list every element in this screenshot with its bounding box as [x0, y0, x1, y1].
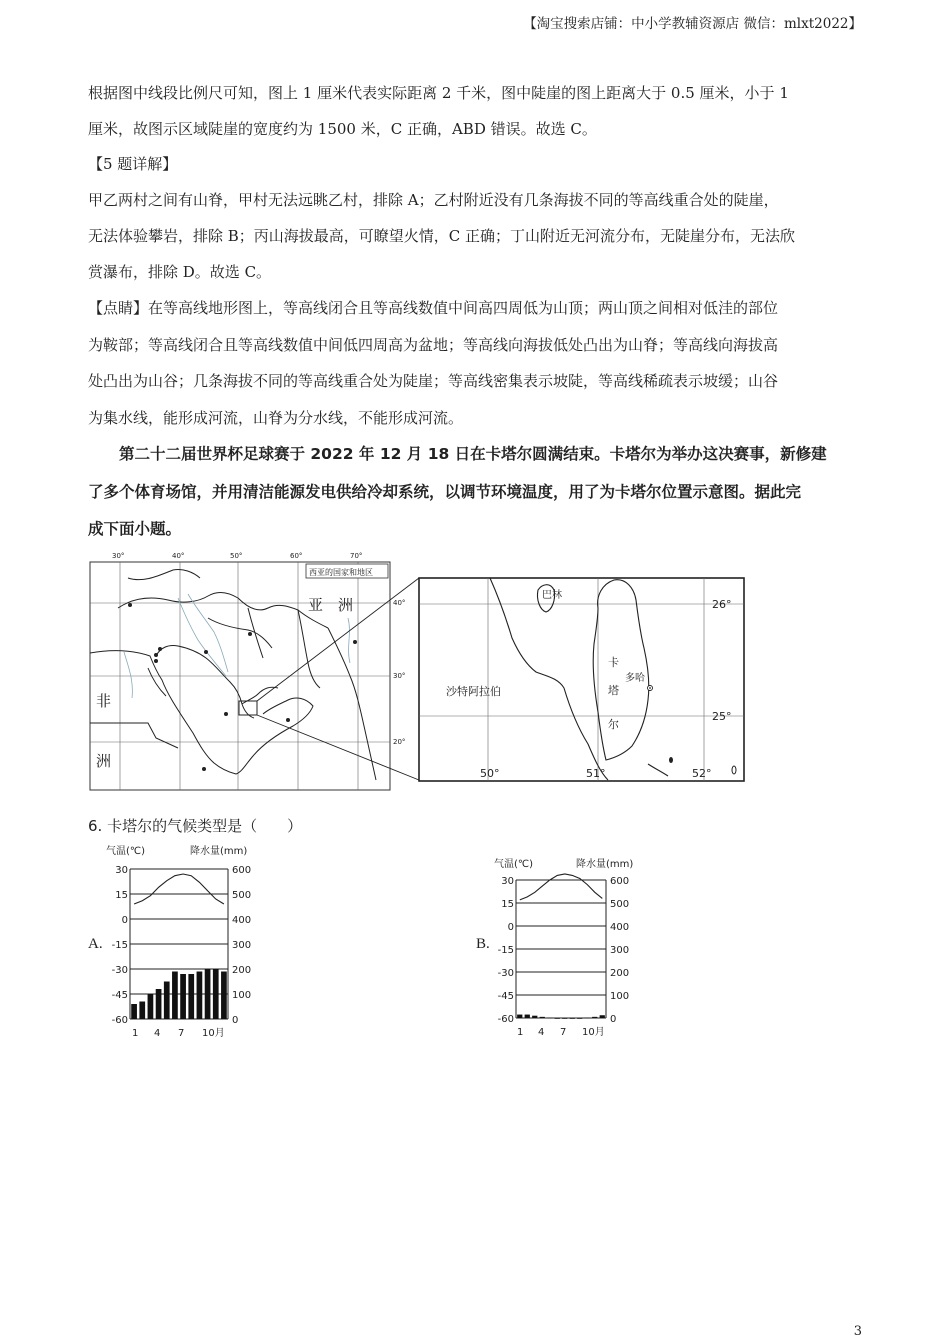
label-bahrain: 巴林: [542, 590, 562, 601]
precip-bar: [577, 1018, 582, 1019]
lon-label: 70°: [350, 552, 363, 560]
precip-bar: [555, 1018, 560, 1019]
precip-bar: [547, 1018, 552, 1019]
label-africa: 洲: [96, 752, 112, 770]
temp-tick: -15: [497, 945, 514, 956]
text-line: 为集水线，能形成河流，山脊为分水线，不能形成河流。: [88, 409, 464, 427]
temp-tick: 15: [501, 899, 514, 910]
precip-bar: [525, 1015, 530, 1018]
temp-tick: -30: [497, 968, 514, 979]
precip-bar: [600, 1015, 605, 1018]
lon-label: 52°: [692, 767, 712, 780]
precip-axis-label: 降水量(mm): [576, 859, 634, 870]
text-line: 【5 题详解】: [88, 155, 178, 173]
lon-label: 30°: [112, 552, 125, 560]
island-mark: [669, 757, 673, 763]
temp-tick: 30: [115, 865, 128, 876]
temp-axis-label: 气温(℃): [106, 846, 146, 857]
temp-tick: -45: [497, 991, 514, 1002]
map-legend-title: 西亚的国家和地区: [309, 568, 373, 577]
text-line: 为鞍部；等高线闭合且等高线数值中间低四周高为盆地；等高线向海拔低处凸出为山脊；等高线向海拔高: [88, 336, 779, 354]
lat-label: 40°: [393, 599, 406, 607]
precip-bar: [570, 1018, 575, 1019]
temperature-line: [520, 874, 603, 900]
text-line: 【点睛】在等高线地形图上，等高线闭合且等高线数值中间高四周低为山顶；两山顶之间相对低洼的部位: [88, 299, 779, 317]
label-doha: 多哈: [625, 673, 645, 684]
option-b-label[interactable]: B.: [476, 936, 490, 952]
label-asia: 亚 洲: [308, 596, 354, 614]
temp-tick: 0: [121, 915, 128, 926]
precip-tick: 600: [232, 865, 252, 876]
precip-bar: [180, 974, 186, 1019]
text-line: 处凸出为山谷；几条海拔不同的等高线重合处为陡崖；等高线密集表示坡陡，等高线稀疏表示坡缓；山谷: [88, 372, 779, 390]
precip-bar: [562, 1018, 567, 1019]
lat-label: 20°: [393, 738, 406, 746]
precip-bar: [517, 1015, 522, 1018]
temp-tick: -30: [111, 965, 128, 976]
lon-label: 51°: [586, 767, 606, 780]
temp-tick: 30: [501, 876, 514, 887]
precip-bar: [139, 1002, 145, 1020]
label-saudi: 沙特阿拉伯: [446, 685, 501, 698]
precip-bar: [131, 1004, 137, 1019]
month-tick: 7: [560, 1027, 567, 1038]
climate-chart-a[interactable]: [102, 840, 274, 1045]
month-tick: 4: [538, 1027, 545, 1038]
temp-tick: 0: [507, 922, 514, 933]
qatar-map-frame: [419, 578, 744, 781]
stem-line: 了多个体育场馆，并用清洁能源发电供给冷却系统，以调节环境温度，用了为卡塔尔位置示意图。据此完: [88, 483, 802, 501]
precip-bar: [197, 972, 203, 1020]
precip-tick: 100: [232, 990, 252, 1001]
precip-bar: [585, 1018, 590, 1019]
temp-tick: 15: [115, 890, 128, 901]
month-tick: 1: [517, 1027, 524, 1038]
text-line: 根据图中线段比例尺可知，图上 1 厘米代表实际距离 2 千米，图中陡崖的图上距离大于 0.5 厘米，小于 1: [88, 84, 789, 102]
precip-bar: [221, 972, 227, 1020]
stem-line: 成下面小题。: [88, 520, 182, 538]
lon-label: 50°: [230, 552, 243, 560]
temp-axis-label: 气温(℃): [494, 859, 534, 870]
month-tick: 4: [154, 1028, 161, 1039]
precip-tick: 500: [232, 890, 252, 901]
plot-area: [516, 874, 606, 1019]
temperature-line: [134, 874, 224, 904]
precip-bar: [156, 989, 162, 1019]
month-tick: 1: [132, 1028, 139, 1039]
precip-bar: [148, 994, 154, 1019]
label-qatar: 尔: [608, 718, 619, 731]
precip-tick: 600: [610, 876, 630, 887]
precip-tick: 100: [610, 991, 630, 1002]
precip-tick: 0: [610, 1014, 617, 1025]
temp-tick: -45: [111, 990, 128, 1001]
lon-label: 40°: [172, 552, 185, 560]
text-line: 厘米，故图示区域陡崖的宽度约为 1500 米，C 正确，ABD 错误。故选 C。: [88, 120, 597, 138]
precip-tick: 400: [232, 915, 252, 926]
plot-area: [130, 869, 228, 1019]
month-tick: 7: [178, 1028, 185, 1039]
page-header: 【淘宝搜索店铺：中小学教辅资源店 微信：mlxt2022】: [523, 16, 862, 32]
lon-label: 60°: [290, 552, 303, 560]
temp-tick: -15: [111, 940, 128, 951]
stem-line: 第二十二届世界杯足球赛于 2022 年 12 月 18 日在卡塔尔圆满结束。卡塔尔为举办这决赛事，新修建: [88, 445, 827, 463]
precip-bar: [540, 1017, 545, 1018]
text-line: 赏瀑布，排除 D。故选 C。: [88, 263, 272, 281]
precip-tick: 400: [610, 922, 630, 933]
temp-tick: -60: [497, 1014, 514, 1025]
month-tick: 10月: [582, 1027, 605, 1038]
label-qatar: 塔: [608, 684, 619, 697]
city-dot: [128, 603, 357, 771]
precip-bar: [188, 974, 194, 1019]
lat-label: 30°: [393, 672, 406, 680]
precip-tick: 0: [232, 1015, 239, 1026]
lon-label: 50°: [480, 767, 500, 780]
lat-label: 25°: [712, 710, 732, 723]
precip-tick: 300: [610, 945, 630, 956]
text-line: 无法体验攀岩，排除 B；丙山海拔最高，可瞭望火情，C 正确；丁山附近无河流分布，无陡崖分布，无法欣: [88, 227, 796, 245]
precip-tick: 200: [232, 965, 252, 976]
label-africa: 非: [96, 692, 112, 710]
climate-chart-b[interactable]: [490, 853, 662, 1045]
precip-tick: 300: [232, 940, 252, 951]
precip-bar: [205, 969, 211, 1019]
precip-tick: 200: [610, 968, 630, 979]
lat-label: 26°: [712, 598, 732, 611]
precip-bar: [213, 969, 219, 1019]
page-number: 3: [853, 1324, 862, 1339]
option-a-label[interactable]: A.: [88, 936, 103, 952]
month-tick: 10月: [202, 1028, 225, 1039]
question-6: 6. 卡塔尔的气候类型是（ ）: [88, 817, 303, 835]
label-qatar: 卡: [608, 656, 619, 669]
text-line: 甲乙两村之间有山脊，甲村无法远眺乙村，排除 A；乙村附近没有几条海拔不同的等高线重合处的陡崖，: [88, 191, 779, 209]
precip-bar: [172, 972, 178, 1020]
location-map: [88, 548, 748, 793]
temp-tick: -60: [111, 1015, 128, 1026]
precip-bar: [532, 1016, 537, 1018]
precip-bar: [592, 1017, 597, 1018]
precip-tick: 500: [610, 899, 630, 910]
precip-bar: [164, 982, 170, 1020]
precip-axis-label: 降水量(mm): [190, 846, 248, 857]
